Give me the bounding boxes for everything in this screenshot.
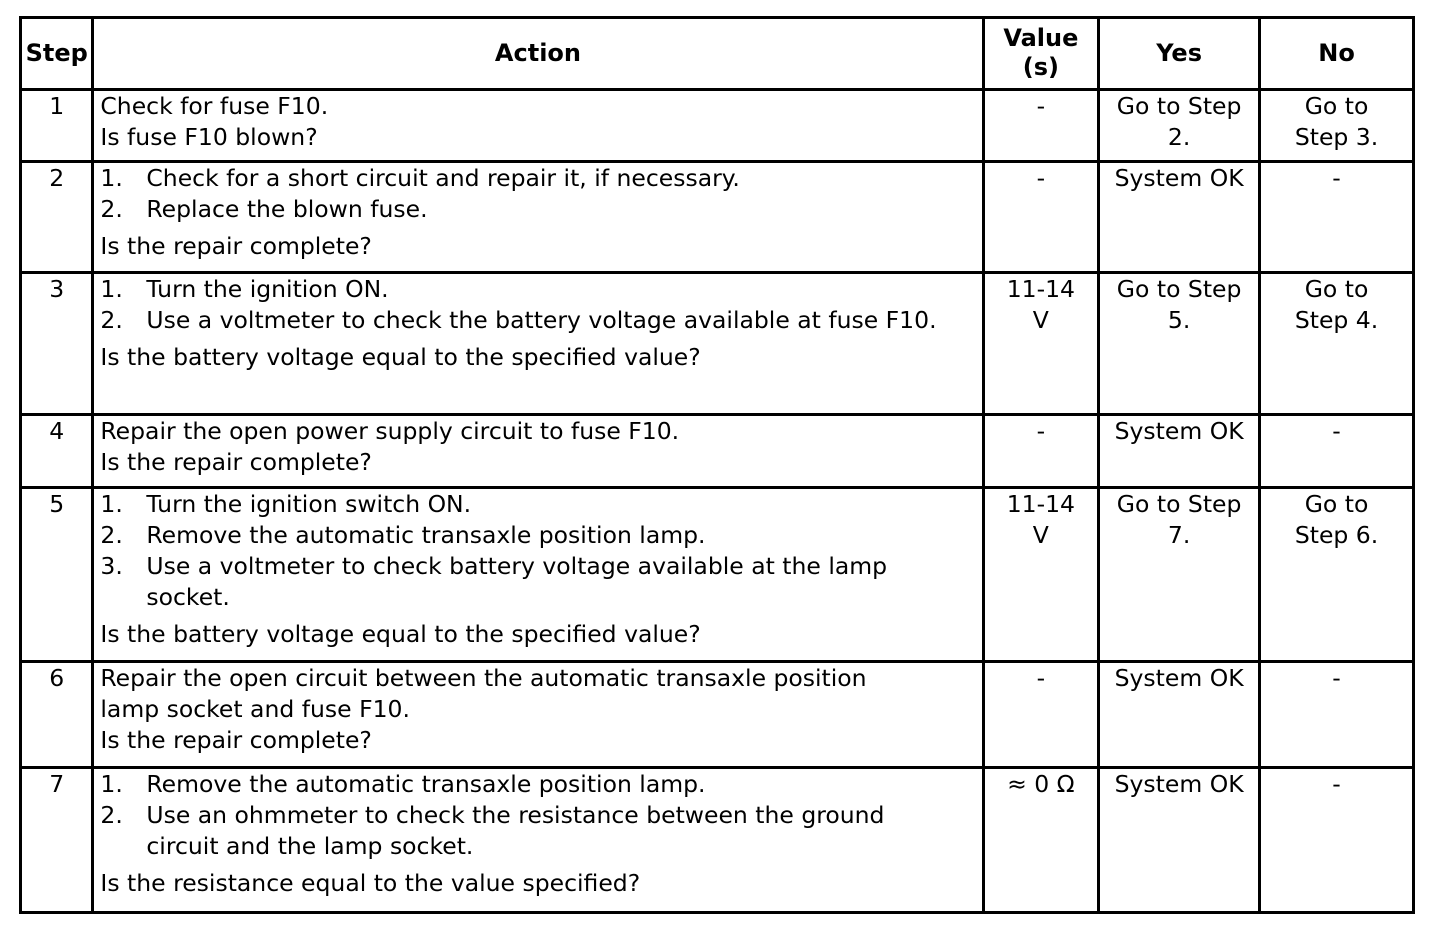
- action-question: Is fuse F10 blown?: [100, 122, 318, 151]
- action-question: Is the repair complete?: [100, 448, 372, 477]
- action-question: Is the resistance equal to the value specified?: [100, 868, 641, 897]
- table-row-step-4: [22, 416, 1412, 486]
- value-cell: [985, 274, 1098, 413]
- header-no: No: [1261, 19, 1412, 88]
- action-question: Is the repair complete?: [100, 726, 372, 755]
- action-line: Repair the open power supply circuit to fuse F10.: [100, 417, 680, 446]
- yes-cell: Go to Step 5.: [1100, 274, 1258, 413]
- value-cell: ≈ 0 Ω: [985, 769, 1098, 911]
- no-cell: Go to Step 4.: [1261, 274, 1412, 413]
- step-number: 4: [22, 416, 91, 486]
- no-cell: -: [1261, 163, 1412, 271]
- action-question: Is the battery voltage equal to the specified value?: [100, 342, 701, 371]
- step-number: 6: [22, 663, 91, 765]
- action-step: 2. Replace the blown fuse.: [100, 195, 428, 224]
- header-step: Step: [22, 19, 91, 88]
- step-number: 5: [22, 489, 91, 660]
- action-line: Check for fuse F10.: [100, 91, 329, 120]
- step-number: 3: [22, 274, 91, 413]
- action-cell: [94, 91, 981, 161]
- header-yes: Yes: [1100, 19, 1258, 88]
- action-steps: [100, 769, 975, 862]
- table-row-step-1: [22, 91, 1412, 161]
- action-step: 2. Remove the automatic transaxle position lamp.: [100, 520, 706, 549]
- action-steps: [100, 163, 975, 225]
- step-number: 1: [22, 91, 91, 161]
- value-cell: -: [985, 91, 1098, 161]
- action-steps: [100, 489, 975, 613]
- header-value: [985, 19, 1098, 88]
- action-cell: [94, 163, 981, 271]
- action-cell: [94, 663, 981, 765]
- yes-cell: Go to Step 7.: [1100, 489, 1258, 660]
- action-line: Repair the open circuit between the automatic transaxle position lamp socket and fuse F10.: [100, 664, 867, 724]
- action-cell: [94, 416, 981, 486]
- table-row-step-7: [22, 769, 1412, 911]
- no-cell: -: [1261, 416, 1412, 486]
- table-row-step-2: [22, 163, 1412, 271]
- action-step: 1. Turn the ignition switch ON.: [100, 489, 472, 518]
- value-cell: -: [985, 416, 1098, 486]
- table-row-step-6: [22, 663, 1412, 765]
- action-question: Is the battery voltage equal to the specified value?: [100, 619, 701, 648]
- step-number: 2: [22, 163, 91, 271]
- yes-cell: Go to Step 2.: [1100, 91, 1258, 161]
- action-step: 1. Turn the ignition ON.: [100, 274, 389, 303]
- no-cell: -: [1261, 663, 1412, 765]
- step-number: 7: [22, 769, 91, 911]
- yes-cell: System OK: [1100, 163, 1258, 271]
- action-step: 2. Use an ohmmeter to check the resistance between the ground circuit and the lamp socket.: [100, 800, 885, 860]
- no-cell: -: [1261, 769, 1412, 911]
- value-text: 11-14 V: [1006, 274, 1075, 334]
- action-step: 2. Use a voltmeter to check the battery voltage available at fuse F10.: [100, 305, 937, 334]
- action-step: 1. Remove the automatic transaxle position lamp.: [100, 769, 706, 798]
- action-cell: [94, 769, 981, 911]
- yes-cell: System OK: [1100, 769, 1258, 911]
- action-cell: [94, 274, 981, 413]
- no-cell: Go to Step 6.: [1261, 489, 1412, 660]
- action-steps: [100, 274, 975, 336]
- yes-cell: System OK: [1100, 663, 1258, 765]
- yes-cell: System OK: [1100, 416, 1258, 486]
- no-cell: Go to Step 3.: [1261, 91, 1412, 161]
- action-step: 3. Use a voltmeter to check battery voltage available at the lamp socket.: [100, 551, 888, 611]
- action-question: Is the repair complete?: [100, 232, 372, 261]
- header-action: Action: [94, 19, 981, 88]
- value-text: 11-14 V: [1006, 489, 1075, 549]
- table-row-step-3: [22, 274, 1412, 413]
- header-value-text: Value (s): [1003, 24, 1079, 82]
- diagnostic-table: [19, 16, 1415, 914]
- value-cell: -: [985, 163, 1098, 271]
- value-cell: -: [985, 663, 1098, 765]
- header-row: [22, 19, 1412, 88]
- action-cell: [94, 489, 981, 660]
- table-row-step-5: [22, 489, 1412, 660]
- value-cell: [985, 489, 1098, 660]
- action-step: 1. Check for a short circuit and repair it, if necessary.: [100, 164, 740, 193]
